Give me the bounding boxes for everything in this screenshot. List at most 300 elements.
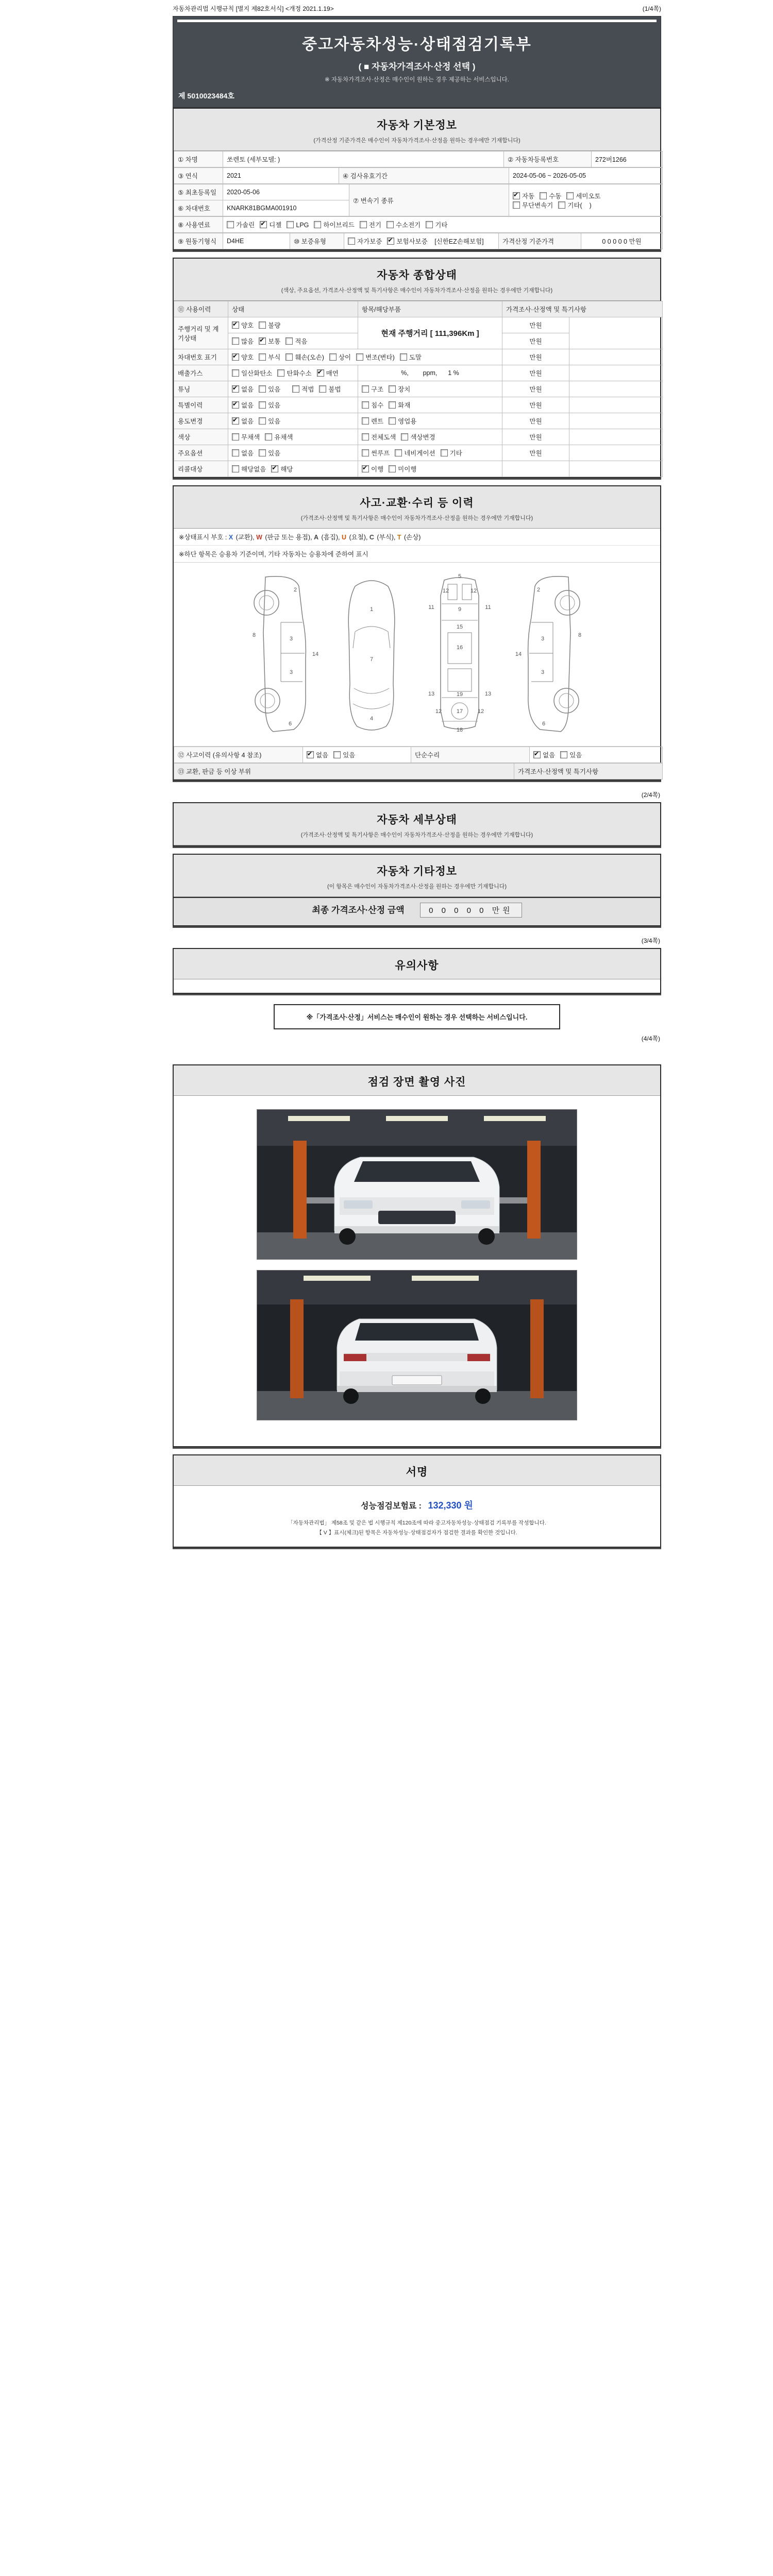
signature-panel [173, 1454, 661, 1548]
overall-col-header: 상태 [228, 301, 358, 317]
status-options [228, 349, 502, 365]
checkbox-option [259, 448, 280, 457]
option-label: 기타 [435, 222, 448, 229]
checkbox-icon[interactable] [259, 321, 266, 329]
status-mark-W: W [256, 534, 262, 541]
row-label: 배출가스 [174, 365, 228, 381]
checkbox-icon[interactable] [441, 449, 448, 456]
checkbox-option [285, 352, 324, 362]
status-mark-T: T [397, 534, 401, 541]
svg-text:19: 19 [456, 691, 463, 698]
page-marker-2: (2/4쪽) [641, 791, 660, 799]
option-label: 미이행 [398, 466, 417, 473]
checkbox-option [232, 384, 254, 394]
checkbox-icon[interactable] [232, 337, 239, 345]
note-cell [569, 365, 663, 381]
checkbox-checked-icon[interactable] [307, 751, 314, 758]
status-mark-desc: (교환), [234, 534, 257, 541]
signature-header [174, 1455, 660, 1486]
checkbox-checked-icon[interactable] [232, 385, 239, 393]
status-mark-U: U [341, 534, 346, 541]
checkbox-option [259, 416, 280, 426]
option-label: 기타 [449, 450, 462, 457]
option-label: 도말 [409, 354, 422, 361]
checkbox-icon[interactable] [540, 192, 547, 199]
checkbox-icon[interactable] [259, 449, 266, 456]
price-cell: 만원 [502, 429, 569, 445]
checkbox-checked-icon[interactable] [513, 192, 520, 199]
checkbox-option [285, 336, 307, 346]
inspection-period-value: 2024-05-06 ~ 2026-05-05 [509, 168, 663, 184]
checkbox-icon[interactable] [426, 221, 433, 228]
checkbox-checked-icon[interactable] [232, 401, 239, 409]
option-label: 자가보증 [357, 238, 382, 245]
basic-info-note: (가격산정 기준가격은 매수인이 자동차가격조사·산정을 원하는 경우에만 기재합니다) [313, 138, 520, 144]
svg-text:12: 12 [435, 708, 442, 715]
svg-text:1: 1 [369, 606, 374, 613]
checkbox-option [362, 384, 383, 394]
price-cell: 만원 [502, 349, 569, 365]
checkbox-option [533, 750, 555, 759]
checkbox-checked-icon[interactable] [362, 465, 369, 472]
svg-text:13: 13 [428, 691, 435, 697]
option-label: 이행 [371, 466, 384, 473]
checkbox-option [386, 220, 421, 229]
checkbox-option [319, 384, 341, 394]
overall-status-header [174, 259, 660, 301]
row-label: 용도변경 [174, 413, 228, 429]
checkbox-option [362, 448, 390, 457]
transmission-options [509, 184, 663, 216]
row-label: 주행거리 및 계기상태 [174, 317, 228, 349]
accident-history-label: ⑫ 사고이력 (유의사항 4 참조) [174, 747, 303, 763]
engine-type-label: ⑨ 원동기형식 [174, 233, 223, 249]
svg-text:3: 3 [289, 669, 293, 675]
option-label: 적음 [295, 338, 308, 345]
checkbox-icon[interactable] [362, 433, 369, 440]
price-cell: 만원 [502, 381, 569, 397]
checkbox-option [232, 464, 266, 473]
signature-footnote-2: 【 V 】표시(체크)된 항목은 자동차성능·상태점검자가 점검한 결과를 확인한 것입니다. [316, 1529, 517, 1536]
page-marker-1: (1/4쪽) [642, 5, 661, 12]
checkbox-icon[interactable] [386, 221, 394, 228]
checkbox-icon[interactable] [362, 385, 369, 393]
option-label: LPG [296, 222, 309, 229]
item-options [358, 381, 502, 397]
checkbox-icon[interactable] [227, 221, 234, 228]
option-label: 해당없음 [241, 466, 266, 473]
item-options [358, 429, 502, 445]
overall-col-header: ⑪ 사용이력 [174, 301, 228, 317]
option-label: 영업용 [398, 418, 417, 425]
page-meta [173, 0, 661, 16]
checkbox-icon[interactable] [232, 449, 239, 456]
svg-text:8: 8 [578, 632, 582, 638]
status-mark-C: C [369, 534, 374, 541]
exchange-label: ⑬ 교환, 판금 등 이상 부위 [174, 764, 514, 779]
checkbox-icon[interactable] [400, 353, 407, 361]
overall-status-table [174, 301, 663, 477]
car-diagram-side [512, 571, 589, 736]
checkbox-option [400, 352, 422, 362]
engine-type-value: D4HE [223, 233, 290, 249]
checkbox-icon[interactable] [259, 417, 266, 425]
option-label: 없음 [241, 450, 254, 457]
option-label: 없음 [543, 752, 556, 759]
checkbox-icon[interactable] [277, 369, 284, 377]
accident-history-panel [173, 485, 661, 781]
status-options [228, 429, 358, 445]
checkbox-icon[interactable] [389, 417, 396, 425]
checkbox-icon[interactable] [232, 433, 239, 440]
checkbox-icon[interactable] [348, 238, 355, 245]
svg-text:8: 8 [252, 632, 256, 638]
row-label: 차대번호 표기 [174, 349, 228, 365]
final-price-bar [174, 897, 660, 925]
final-price-label: 최종 가격조사·산정 금액 [312, 905, 405, 915]
checkbox-checked-icon[interactable] [260, 221, 267, 228]
option-text [285, 386, 289, 393]
checkbox-checked-icon[interactable] [533, 751, 541, 758]
checkbox-icon[interactable] [558, 201, 565, 209]
svg-text:5: 5 [458, 573, 462, 580]
svg-text:11: 11 [485, 604, 491, 611]
checkbox-icon[interactable] [292, 385, 299, 393]
status-mark-desc: (흠집), [320, 534, 342, 541]
legend-note: ※하단 항목은 승용차 기준이며, 기타 자동차는 승용차에 준하여 표시 [174, 546, 660, 563]
price-cell: 만원 [502, 413, 569, 429]
document-number: 제 5010023484호 [178, 92, 234, 100]
table-row [174, 429, 663, 445]
signature-body [174, 1486, 660, 1547]
first-reg-label: ⑤ 최초등록일 [174, 184, 223, 200]
checkbox-icon[interactable] [329, 353, 337, 361]
signature-title: 서명 [406, 1466, 428, 1478]
header-divider [177, 20, 657, 22]
base-price-value: 0 0 0 0 0 만원 [581, 233, 663, 249]
basic-info-row5 [174, 216, 663, 233]
vin-label: ⑥ 차대번호 [174, 200, 223, 216]
checkbox-checked-icon[interactable] [232, 321, 239, 329]
checkbox-option [348, 236, 382, 246]
option-label: 장치 [398, 386, 411, 393]
notices-header [174, 949, 660, 979]
accident-history-header [174, 486, 660, 529]
svg-text:13: 13 [484, 691, 492, 697]
option-label: 전체도색 [371, 434, 396, 441]
checkbox-icon[interactable] [232, 369, 239, 377]
vin-value: KNARK81BGMA001910 [223, 200, 349, 216]
option-label: 부식 [268, 354, 281, 361]
svg-text:14: 14 [312, 651, 319, 657]
checkbox-icon[interactable] [285, 337, 293, 345]
option-label: 많음 [241, 338, 254, 345]
warranty-insurer: [신한EZ손해보험] [434, 238, 484, 245]
page-marker-3: (3/4쪽) [641, 937, 660, 944]
accident-flags-table [174, 747, 663, 763]
checkbox-option [259, 320, 280, 330]
current-mileage: 현재 주행거리 [ 111,396Km ] [358, 317, 502, 349]
option-label: 침수 [371, 402, 384, 409]
checkbox-icon[interactable] [560, 751, 567, 758]
etc-info-header [174, 855, 660, 897]
notices-body [174, 979, 660, 993]
table-row [174, 413, 663, 429]
warranty-options [344, 233, 499, 249]
inspection-fee-label: 성능점검보험료 : [361, 1501, 422, 1511]
status-options [228, 365, 358, 381]
checkbox-icon[interactable] [362, 417, 369, 425]
document-page [173, 0, 661, 1548]
option-label: 유채색 [274, 434, 293, 441]
option-label: 무채색 [241, 434, 260, 441]
basic-info-title: 자동차 기본정보 [377, 120, 457, 131]
checkbox-icon[interactable] [232, 465, 239, 472]
checkbox-icon[interactable] [389, 385, 396, 393]
svg-text:4: 4 [369, 716, 374, 722]
checkbox-option [259, 400, 280, 410]
svg-text:12: 12 [470, 588, 477, 594]
final-price-value: 0 0 0 0 0 만원 [420, 903, 522, 918]
status-mark-desc: (부식), [375, 534, 397, 541]
svg-text:14: 14 [515, 651, 522, 657]
first-reg-value: 2020-05-06 [223, 184, 349, 200]
checkbox-icon[interactable] [362, 401, 369, 409]
exchange-header-row [174, 764, 663, 779]
option-label: 없음 [241, 386, 254, 393]
basic-info-row34 [174, 184, 663, 216]
checkbox-icon[interactable] [401, 433, 408, 440]
option-label: 상이 [338, 354, 351, 361]
checkbox-option [227, 220, 255, 229]
checkbox-icon[interactable] [259, 353, 266, 361]
checkbox-option [232, 368, 272, 378]
accident-history-note: (가격조사·산정액 및 특기사항은 매수인이 자동차가격조사·산정을 원하는 경우에만 기재합니다) [300, 515, 533, 521]
option-label: 탄화수소 [287, 370, 312, 377]
option-label: 전기 [368, 222, 381, 229]
checkbox-option [362, 464, 383, 473]
checkbox-option [356, 352, 395, 362]
checkbox-icon[interactable] [285, 353, 293, 361]
price-cell: 만원 [502, 445, 569, 461]
price-cell: 만원 [502, 333, 569, 349]
car-name-value: 쏘렌토 (세부모델: ) [223, 151, 504, 167]
option-label: 있음 [268, 450, 281, 457]
document-header [173, 16, 661, 108]
checkbox-checked-icon[interactable] [232, 417, 239, 425]
checkbox-option [558, 200, 591, 210]
note-cell [569, 397, 663, 413]
checkbox-icon[interactable] [389, 465, 396, 472]
checkbox-option [259, 384, 280, 394]
svg-text:3: 3 [289, 636, 293, 642]
simple-repair-options [530, 747, 663, 763]
checkbox-option [232, 320, 254, 330]
checkbox-option [292, 384, 314, 394]
checkbox-option [260, 220, 281, 229]
reg-no-value: 272버1266 [592, 151, 663, 167]
checkbox-option [317, 368, 339, 378]
note-cell [569, 349, 663, 365]
option-label: 렌트 [371, 418, 384, 425]
option-label: 해당 [280, 466, 293, 473]
checkbox-option [362, 400, 383, 410]
option-label: 훼손(오손) [295, 354, 324, 361]
checkbox-icon[interactable] [259, 385, 266, 393]
svg-text:11: 11 [428, 604, 434, 611]
option-label: 가솔린 [236, 222, 255, 229]
option-label: 없음 [241, 418, 254, 425]
car-diagram-top [335, 571, 408, 736]
option-label: 수소전기 [395, 222, 421, 229]
checkbox-icon[interactable] [356, 353, 363, 361]
accident-history-title: 사고·교환·수리 등 이력 [360, 497, 474, 509]
checkbox-option [265, 432, 293, 442]
checkbox-option [287, 221, 309, 229]
etc-info-note: (이 항목은 매수인이 자동차가격조사·산정을 원하는 경우에만 기재합니다) [327, 883, 507, 890]
checkbox-checked-icon[interactable] [317, 369, 324, 377]
detail-status-title: 자동차 세부상태 [377, 814, 457, 826]
checkbox-option [232, 400, 254, 410]
option-label: 있음 [268, 418, 281, 425]
etc-info-panel [173, 854, 661, 926]
status-options [228, 317, 358, 333]
overall-status-note: (색상, 주요옵션, 가격조사·산정액 및 특기사항은 매수인이 자동차가격조사·산정을 원하는 경우에만 기재합니다) [281, 287, 553, 294]
checkbox-checked-icon[interactable] [271, 465, 278, 472]
checkbox-icon[interactable] [566, 192, 574, 199]
checkbox-option [232, 352, 254, 362]
option-label: 기타( ) [567, 201, 592, 209]
car-diagram-bottom [421, 571, 498, 736]
checkbox-option [513, 200, 553, 210]
table-row [174, 445, 663, 461]
svg-text:2: 2 [293, 587, 297, 593]
status-mark-desc: (요철), [347, 534, 369, 541]
table-row [174, 317, 663, 333]
price-cell: 만원 [502, 397, 569, 413]
checkbox-option [277, 368, 311, 378]
checkbox-icon[interactable] [360, 221, 367, 228]
option-label: 화재 [398, 402, 411, 409]
checkbox-icon[interactable] [389, 401, 396, 409]
svg-text:17: 17 [456, 708, 463, 715]
checkbox-option [426, 220, 447, 229]
price-service-select-box: ※「가격조사·산정」서비스는 매수인이 원하는 경우 선택하는 서비스입니다. [274, 1004, 560, 1029]
option-label: 네비게이션 [404, 450, 435, 457]
status-mark-X: X [228, 534, 233, 541]
checkbox-option [387, 236, 427, 246]
checkbox-icon[interactable] [513, 201, 520, 209]
option-label: 무단변속기 [522, 201, 553, 209]
checkbox-icon[interactable] [259, 401, 266, 409]
exchange-price-header: 가격조사·산정액 및 특기사항 [514, 764, 663, 779]
option-label: 변조(변타) [365, 354, 395, 361]
photos-panel [173, 1064, 661, 1447]
inspection-period-label: ④ 검사유효기간 [339, 168, 509, 184]
checkbox-option [566, 191, 600, 200]
row-label: 특별이력 [174, 397, 228, 413]
checkbox-option [314, 220, 354, 229]
checkbox-checked-icon[interactable] [387, 238, 394, 245]
checkbox-option [360, 220, 381, 229]
table-row [174, 381, 663, 397]
option-label: 일산화탄소 [241, 370, 273, 377]
price-cell [502, 461, 569, 477]
signature-footnote-1: 「자동차관리법」 제58조 및 같은 법 시행규칙 제120조에 따라 중고자동차성능·상태점검 기록부를 작성합니다. [288, 1519, 546, 1526]
checkbox-option [540, 191, 561, 200]
price-cell: 만원 [502, 317, 569, 333]
option-label: 양호 [241, 354, 254, 361]
svg-text:6: 6 [542, 721, 546, 727]
note-cell [569, 445, 663, 461]
option-label: 있음 [268, 386, 281, 393]
inspection-fee [174, 1498, 660, 1512]
svg-text:2: 2 [536, 587, 541, 593]
option-label: 하이브리드 [323, 222, 355, 229]
table-row [174, 461, 663, 477]
checkbox-icon[interactable] [265, 433, 272, 440]
status-mark-legend [174, 529, 660, 546]
simple-repair-label: 단순수리 [411, 747, 530, 763]
detail-status-note: (가격조사·산정액 및 특기사항은 매수인이 자동차가격조사·산정을 원하는 경우에만 기재합니다) [300, 832, 533, 838]
checkbox-checked-icon[interactable] [259, 337, 266, 345]
status-options [228, 333, 358, 349]
notices-title: 유의사항 [395, 959, 439, 972]
checkbox-icon[interactable] [362, 449, 369, 456]
detail-status-header [174, 803, 660, 845]
photos-header [174, 1065, 660, 1096]
inspection-fee-value: 132,330 원 [428, 1500, 473, 1511]
overall-status-title: 자동차 종합상태 [377, 269, 457, 281]
checkbox-option [307, 750, 328, 759]
price-cell: 만원 [502, 365, 569, 381]
checkbox-checked-icon[interactable] [232, 353, 239, 361]
checkbox-icon[interactable] [287, 221, 294, 228]
status-options [228, 381, 358, 397]
option-label: 있음 [343, 752, 356, 759]
document-subtitle: ( ■ 자동차가격조사·산정 선택 ) [358, 62, 476, 72]
checkbox-icon[interactable] [319, 385, 326, 393]
car-name-label: ① 차명 [174, 151, 223, 167]
option-label: 없음 [241, 402, 254, 409]
option-label: 자동 [522, 192, 535, 200]
warranty-type-label: ⑩ 보증유형 [290, 233, 344, 249]
checkbox-option [389, 384, 410, 394]
checkbox-option [362, 416, 383, 426]
svg-text:9: 9 [458, 606, 462, 613]
checkbox-icon[interactable] [395, 449, 402, 456]
law-note: 자동차관리법 시행규칙 [별지 제82호서식] <개정 2021.1.19> [173, 5, 334, 12]
svg-text:12: 12 [477, 708, 484, 715]
overall-status-panel [173, 258, 661, 478]
detail-status-panel [173, 802, 661, 846]
row-label: 리콜대상 [174, 461, 228, 477]
overall-col-header: 항목/해당부품 [358, 301, 502, 317]
table-row [174, 349, 663, 365]
item-options [358, 397, 502, 413]
photos-body [174, 1096, 660, 1446]
checkbox-option [395, 448, 435, 457]
item-options [358, 413, 502, 429]
svg-text:15: 15 [456, 624, 463, 630]
checkbox-icon[interactable] [314, 221, 321, 228]
fuel-options [223, 217, 663, 233]
year-label: ③ 연식 [174, 168, 223, 184]
checkbox-icon[interactable] [333, 751, 341, 758]
note-cell [569, 461, 663, 477]
base-price-label: 가격산정 기준가격 [499, 233, 581, 249]
checkbox-option [232, 416, 254, 426]
